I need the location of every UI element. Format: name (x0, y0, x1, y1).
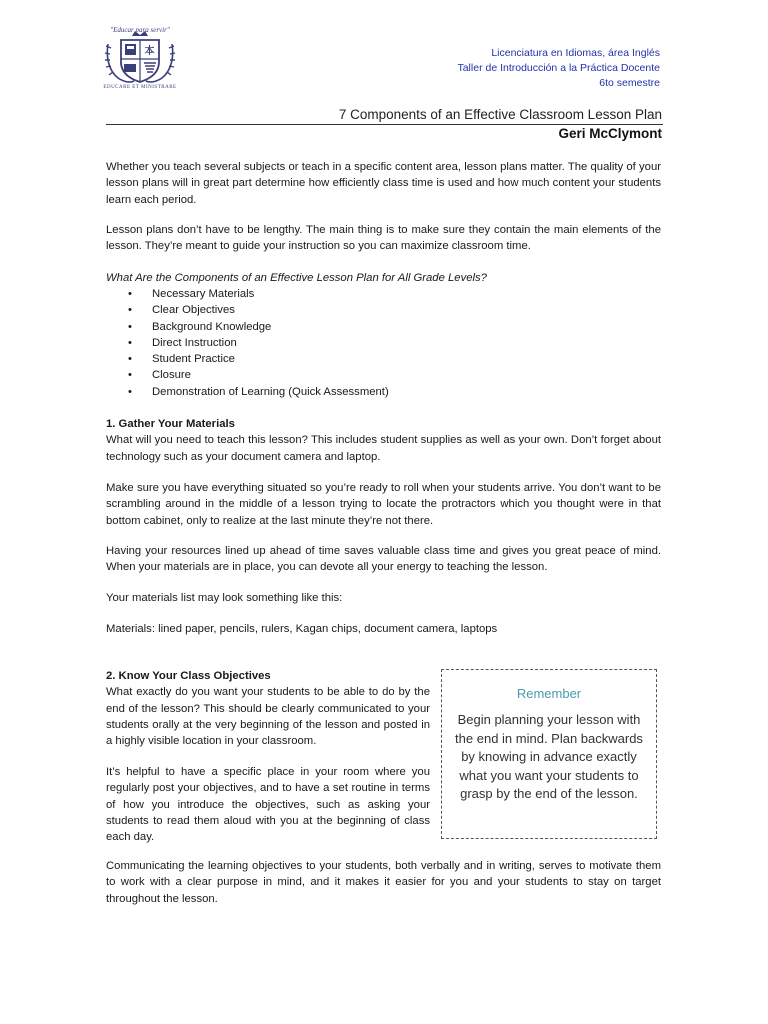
list-item: • Direct Instruction (128, 335, 389, 351)
bullet-icon: • (128, 369, 132, 382)
materials-example: Materials: lined paper, pencils, rulers, Kagan chips, document camera, laptops (106, 623, 498, 635)
section-paragraph: Communicating the learning objectives to your students, both verbally and in writing, serves to motivate them to work with a clear purpose in mind, and it makes it easier for you and your students to stay on target throughout the lesson. (106, 860, 661, 905)
program-name: Licenciatura en Idiomas, área Inglés (491, 47, 660, 59)
document-author: Geri McClymont (558, 126, 662, 141)
list-item: • Closure (128, 367, 389, 383)
callout-title: Remember (516, 686, 582, 701)
university-crest-icon (94, 26, 186, 94)
remember-callout (441, 669, 657, 839)
bullet-icon: • (128, 288, 132, 300)
section-heading: 1. Gather Your Materials (106, 418, 235, 430)
callout-text: Begin planning your lesson with the end in mind. Plan backwards by knowing in advance exactly what you want your students to grasp by the end of the lesson. (455, 712, 643, 802)
document-title: 7 Components of an Effective Classroom Lesson Plan (338, 107, 662, 122)
logo-caption: EDUCARE ET MINISTRARE (103, 85, 177, 90)
list-item: • Clear Objectives (128, 302, 389, 318)
title-divider (106, 124, 663, 125)
intro-paragraph-1: Whether you teach several subjects or teach in a specific content area, lesson plans matter. The quality of your lesson plans will in great part determine how efficiently class time is used and how much content your students learn each period. (106, 161, 661, 206)
logo-motto: "Educar para servir" (110, 26, 170, 34)
bullet-icon: • (128, 304, 132, 317)
section-class-objectives (106, 668, 430, 749)
intro-paragraph-2: Lesson plans don’t have to be lengthy. The main thing is to make sure they contain the main elements of the lesson. They’re meant to guide your instruction so you can maximize classroom time. (106, 224, 661, 253)
bullet-icon: • (128, 353, 132, 366)
section-paragraph: Having your resources lined up ahead of time saves valuable class time and gives you great peace of mind. When your materials are in place, you can devote all your energy to teaching the lesson. (106, 545, 661, 574)
list-item: • Student Practice (128, 351, 389, 367)
bullet-icon: • (128, 385, 132, 398)
svg-text:本: 本 (144, 46, 155, 57)
components-list (128, 286, 389, 400)
bullet-icon: • (128, 320, 132, 333)
section-paragraph: What will you need to teach this lesson? This includes student supplies as well as your own. Don’t forget about technology such as your document camera and laptop. (106, 434, 661, 463)
section-gather-materials (106, 416, 661, 465)
list-item: • Demonstration of Learning (Quick Assessment) (128, 384, 389, 400)
semester-label: 6to semestre (599, 77, 660, 89)
university-logo (94, 26, 186, 94)
section-heading: 2. Know Your Class Objectives (106, 670, 271, 682)
section-paragraph: It’s helpful to have a specific place in your room where you regularly post your objectives, and to have a set routine in terms of how you introduce the objectives, such as asking your students to read them aloud with you at the beginning of class each day. (106, 766, 430, 844)
list-item: • Background Knowledge (128, 319, 389, 335)
bullet-icon: • (128, 336, 132, 349)
course-name: Taller de Introducción a la Práctica Docente (457, 62, 660, 74)
list-item: • Necessary Materials (128, 286, 389, 302)
components-question: What Are the Components of an Effective Lesson Plan for All Grade Levels? (106, 272, 487, 284)
section-paragraph: Your materials list may look something like this: (106, 592, 343, 604)
section-paragraph: Make sure you have everything situated so you’re ready to roll when your students arrive. You don’t want to be scrambling around in the middle of a lesson trying to locate the protractors which you thought were in that bottom cabinet, only to realize at the last minute they’re not there. (106, 482, 661, 527)
section-paragraph: What exactly do you want your students to be able to do by the end of the lesson? This should be clearly communicated to your students orally at the very beginning of the lesson and posted in a highly visible location in your classroom. (106, 686, 430, 748)
